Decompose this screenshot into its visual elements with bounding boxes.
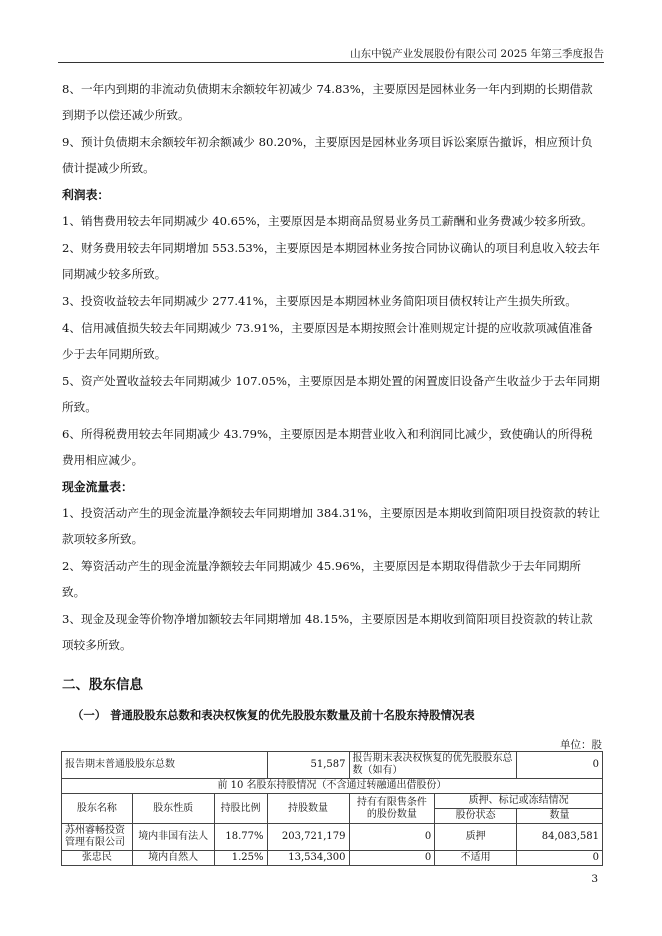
report-header: 山东中锐产业发展股份有限公司 2025 年第三季度报告 [350, 48, 604, 60]
cashflow-note-2: 2、筹资活动产生的现金流量净额较去年同期减少 45.96%，主要原因是本期取得借款少于去年同期所致。 [62, 559, 582, 599]
income-note-3: 3、投资收益较去年同期减少 277.41%，主要原因是本期园林业务简阳项目债权转让产生损失所致。 [62, 294, 577, 308]
shareholder-ratio: 1.25% [214, 851, 267, 866]
balance-note-8: 8、一年内到期的非流动负债期末余额较年初减少 74.83%，主要原因是园林业务一年内到期的长期借款到期予以偿还减少所致。 [62, 82, 593, 122]
balance-note-9: 9、预计负债期末余额较年初余额减少 80.20%，主要原因是园林业务项目诉讼案原告撤诉，相应预计负债计提减少所致。 [62, 135, 593, 175]
header-name: 股东名称 [62, 794, 133, 824]
table-row [62, 752, 603, 779]
preferred-holders-label: 报告期末表决权恢复的优先股股东总数（如有） [349, 752, 517, 779]
page-number: 3 [591, 873, 598, 885]
preferred-holders-value: 0 [517, 752, 603, 779]
shareholder-restricted: 0 [349, 824, 435, 851]
shareholder-name: 张忠民 [62, 851, 133, 866]
table-row [62, 851, 603, 866]
income-statement-heading: 利润表： [62, 188, 110, 202]
income-note-1: 1、销售费用较去年同期减少 40.65%，主要原因是本期商品贸易业务员工薪酬和业务费减少较多所致。 [62, 214, 593, 228]
common-holders-value: 51,587 [267, 752, 349, 779]
table-row [62, 824, 603, 851]
shareholder-quantity: 13,534,300 [267, 851, 349, 866]
header-quantity: 持股数量 [267, 794, 349, 824]
cashflow-heading: 现金流量表： [62, 480, 133, 494]
section-title: 二、股东信息 [62, 677, 143, 693]
cashflow-note-1: 1、投资活动产生的现金流量净额较去年同期增加 384.31%，主要原因是本期收到简阳项目投资款的转让款项较多所致。 [62, 506, 600, 546]
header-restricted: 持有有限售条件的股份数量 [349, 794, 435, 824]
top10-caption: 前 10 名股东持股情况（不含通过转融通出借股份） [62, 779, 603, 794]
report-body [62, 76, 602, 659]
shareholder-ratio: 18.77% [214, 824, 267, 851]
header-pledge-group: 质押、标记或冻结情况 [435, 794, 603, 809]
shareholder-restricted: 0 [349, 851, 435, 866]
income-note-6: 6、所得税费用较去年同期减少 43.79%，主要原因是本期营业收入和利润同比减少，致使确认的所得税费用相应减少。 [62, 427, 593, 467]
header-ratio: 持股比例 [214, 794, 267, 824]
unit-label: 单位：股 [560, 739, 602, 751]
common-holders-label: 报告期末普通股股东总数 [62, 752, 268, 779]
table-row [62, 779, 603, 794]
income-note-2: 2、财务费用较去年同期增加 553.53%，主要原因是本期园林业务按合同协议确认的项目利息收入较去年同期减少较多所致。 [62, 241, 600, 281]
subsection-title: （一） 普通股股东总数和表决权恢复的优先股股东数量及前十名股东持股情况表 [72, 708, 475, 722]
header-pledge-status: 股份状态 [435, 809, 517, 824]
shareholder-pledged: 0 [517, 851, 603, 866]
shareholder-name: 苏州睿畅投资管理有限公司 [62, 824, 133, 851]
cashflow-note-3: 3、现金及现金等价物净增加额较去年同期增加 48.15%，主要原因是本期收到简阳项目投资款的转让款项较多所致。 [62, 612, 593, 652]
header-nature: 股东性质 [132, 794, 214, 824]
income-note-4: 4、信用减值损失较去年同期减少 73.91%，主要原因是本期按照会计准则规定计提的应收款项减值准备少于去年同期所致。 [62, 321, 593, 361]
header-pledge-qty: 数量 [517, 809, 603, 824]
income-note-5: 5、资产处置收益较去年同期减少 107.05%，主要原因是本期处置的闲置废旧设备产生收益少于去年同期所致。 [62, 374, 600, 414]
shareholder-pledge-status: 不适用 [435, 851, 517, 866]
shareholder-pledged: 84,083,581 [517, 824, 603, 851]
shareholder-quantity: 203,721,179 [267, 824, 349, 851]
header-divider [58, 62, 604, 63]
shareholder-table [61, 751, 603, 866]
shareholder-pledge-status: 质押 [435, 824, 517, 851]
table-header-row [62, 794, 603, 809]
shareholder-nature: 境内非国有法人 [132, 824, 214, 851]
shareholder-nature: 境内自然人 [132, 851, 214, 866]
